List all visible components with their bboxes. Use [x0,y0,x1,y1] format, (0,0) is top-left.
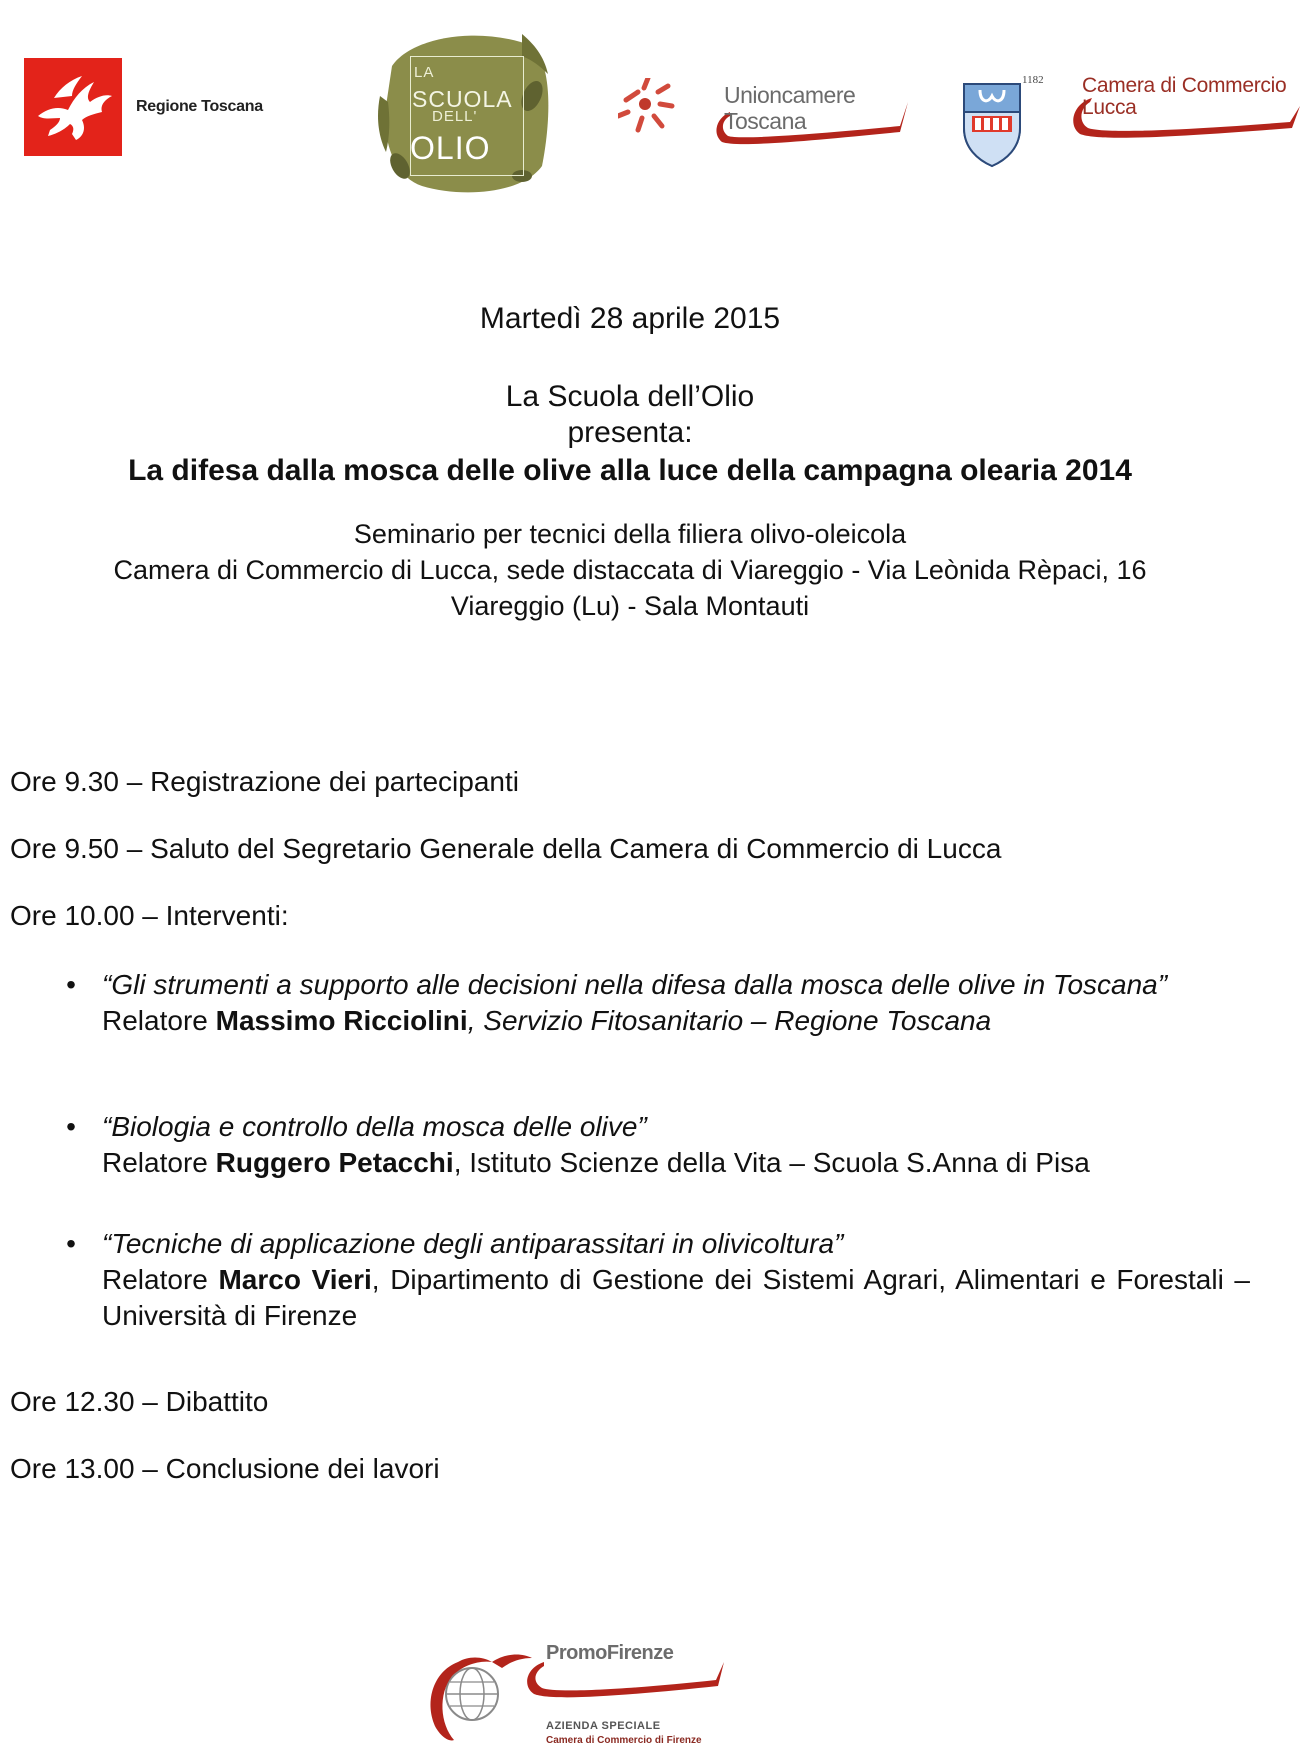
program-item-conclusion: Ore 13.00 – Conclusione dei lavori [10,1453,440,1484]
relatore-label: Relatore [102,1264,208,1295]
promofirenze-logo [422,1632,742,1752]
promofirenze-line1: PromoFirenze [546,1642,674,1664]
program-item-debate: Ore 12.30 – Dibattito [10,1386,269,1417]
speaker-name: Marco Vieri [218,1264,372,1295]
bullet-icon: • [66,1111,76,1142]
talk-title: “Biologia e controllo della mosca delle olive” [102,1111,647,1142]
seminar-info [0,516,1260,624]
talk-speaker-line [102,1145,1250,1181]
lucca-line1: Camera di Commercio [1082,74,1287,97]
info-line-1: Seminario per tecnici della filiera olivo-oleicola [353,519,907,549]
talk-body [102,1226,1250,1334]
bullet-icon: • [66,969,76,1000]
camera-lucca-logo [960,72,1300,172]
program-item-talks: Ore 10.00 – Interventi: [10,900,289,931]
unioncamere-line1: Unioncamere [724,82,856,108]
speaker-name: Massimo Ricciolini [215,1005,468,1036]
talk-body [102,1109,1250,1181]
relatore-label: Relatore [102,1147,208,1178]
regione-toscana-emblem [24,58,122,156]
talk-title: “Gli strumenti a supporto alle decisioni nella difesa dalla mosca delle olive in Toscana” [102,969,1168,1000]
speaker-affiliation: , Istituto Scienze della Vita – Scuola S.Anna di Pisa [453,1147,1090,1178]
lucca-year: 1182 [1022,74,1044,86]
info-line-3: Viareggio (Lu) - Sala Montauti [450,591,810,621]
info-line-2: Camera di Commercio di Lucca, sede distaccata di Viareggio - Via Leònida Rèpaci, 16 [113,555,1147,585]
program-item-greeting: Ore 9.50 – Saluto del Segretario Generale della Camera di Commercio di Lucca [10,833,1002,864]
program-item-registration: Ore 9.30 – Registrazione dei partecipanti [10,766,519,797]
promofirenze-line3: Camera di Commercio di Firenze [546,1735,702,1746]
regione-toscana-logo [24,58,284,158]
talk-speaker-line [102,1262,1250,1334]
bullet-icon: • [66,1228,76,1259]
scuola-olio-line3: DELL' [432,108,478,125]
regione-toscana-label: Regione Toscana [136,98,263,115]
scuola-olio-line2: SCUOLA [412,86,513,112]
scuola-olio-line4: OLIO [410,130,491,166]
presenta-label: presenta: [567,416,693,449]
scuola-olio-logo [372,26,558,198]
speaker-name: Ruggero Petacchi [215,1147,454,1178]
unioncamere-logo [618,78,908,162]
promofirenze-line2: AZIENDA SPECIALE [546,1720,661,1732]
presenter: La Scuola dell’Olio [505,380,755,413]
speaker-affiliation: , Dipartimento di Gestione dei Sistemi Agrari, Alimentari e Forestali – Università di Firenze [102,1264,1250,1331]
talk-body [102,967,1250,1039]
lucca-line2: Lucca [1082,96,1137,119]
speaker-affiliation: , Servizio Fitosanitario – Regione Toscana [467,1005,992,1036]
event-date: Martedì 28 aprile 2015 [479,302,781,335]
logo-row [0,0,1310,210]
unioncamere-line2: Toscana [724,108,807,134]
relatore-label: Relatore [102,1005,208,1036]
talk-title: “Tecniche di applicazione degli antiparassitari in olivicoltura” [102,1228,844,1259]
seminar-title: La difesa dalla mosca delle olive alla luce della campagna olearia 2014 [128,454,1132,487]
talk-speaker-line [102,1003,1250,1039]
pegasus-icon [24,58,122,156]
scuola-olio-line1: LA [414,64,435,81]
